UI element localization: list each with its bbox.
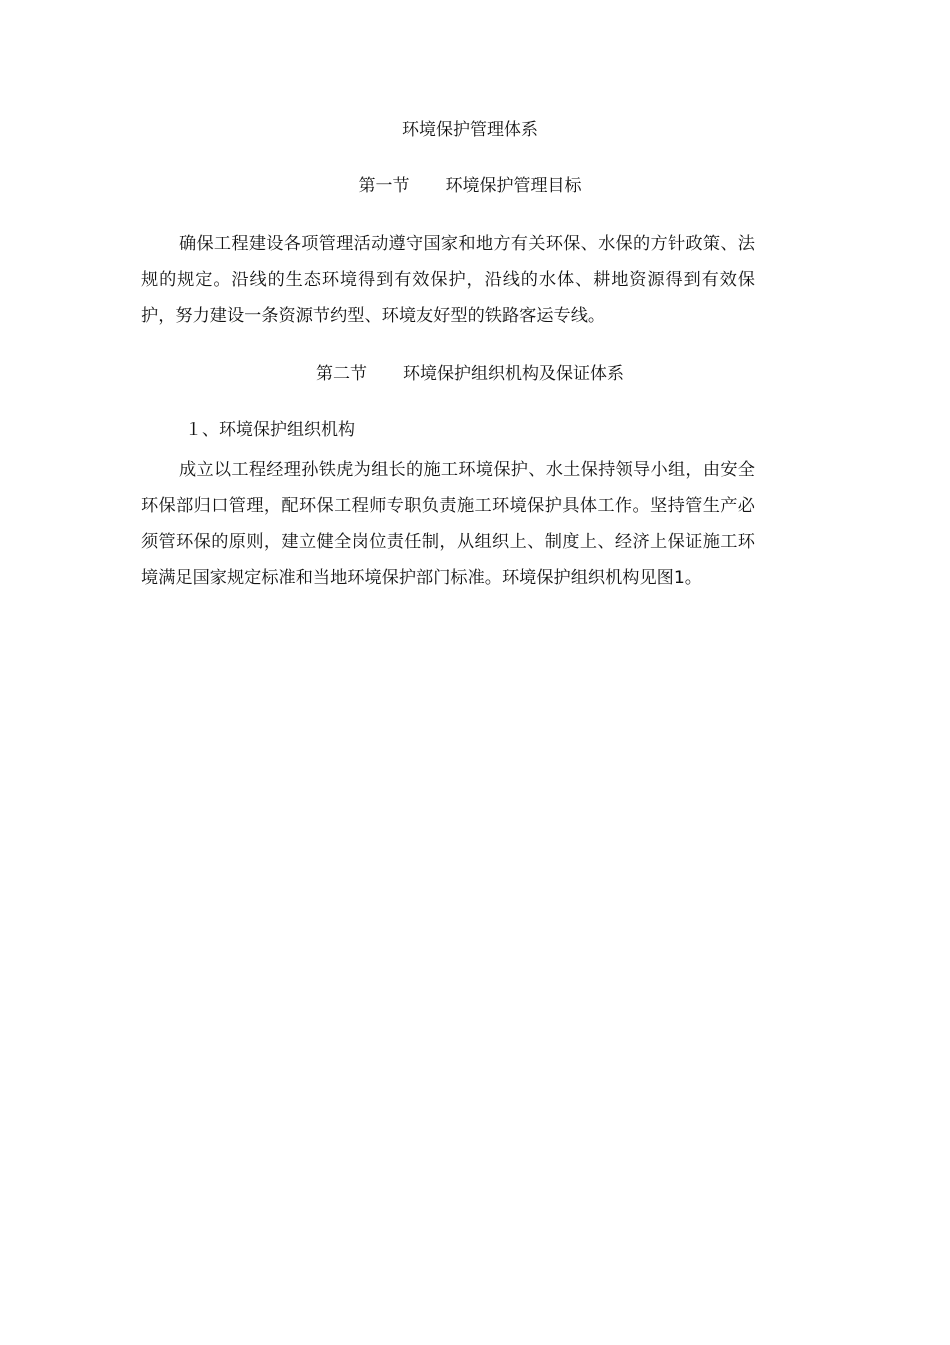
document-title: 环境保护管理体系 [402,120,538,140]
section-1-paragraph: 确保工程建设各项管理活动遵守国家和地方有关环保、水保的方针政策、法规的规定。沿线的生态环境得到有效保护，沿线的水体、耕地资源得到有效保护，努力建设一条资源节约型、环境友好型的铁路客运专线。 [141,234,755,326]
section-2-heading [0,362,940,386]
section-2-number: 第二节 [316,364,367,384]
section-1-heading [0,174,940,198]
section-2-paragraph: 成立以工程经理孙铁虎为组长的施工环境保护、水土保持领导小组，由安全环保部归口管理，配环保工程师专职负责施工环境保护具体工作。坚持管生产必须管环保的原则，建立健全岗位责任制，从组织上、制度上、经济上保证施工环境满足国家规定标准和当地环境保护部门标准。环境保护组织机构见图1。 [141,460,755,588]
section-2-subheading: １、环境保护组织机构 [185,420,355,440]
section-2-title: 环境保护组织机构及保证体系 [403,364,624,384]
section-1-title: 环境保护管理目标 [445,176,582,196]
section-1-number: 第一节 [358,176,410,196]
